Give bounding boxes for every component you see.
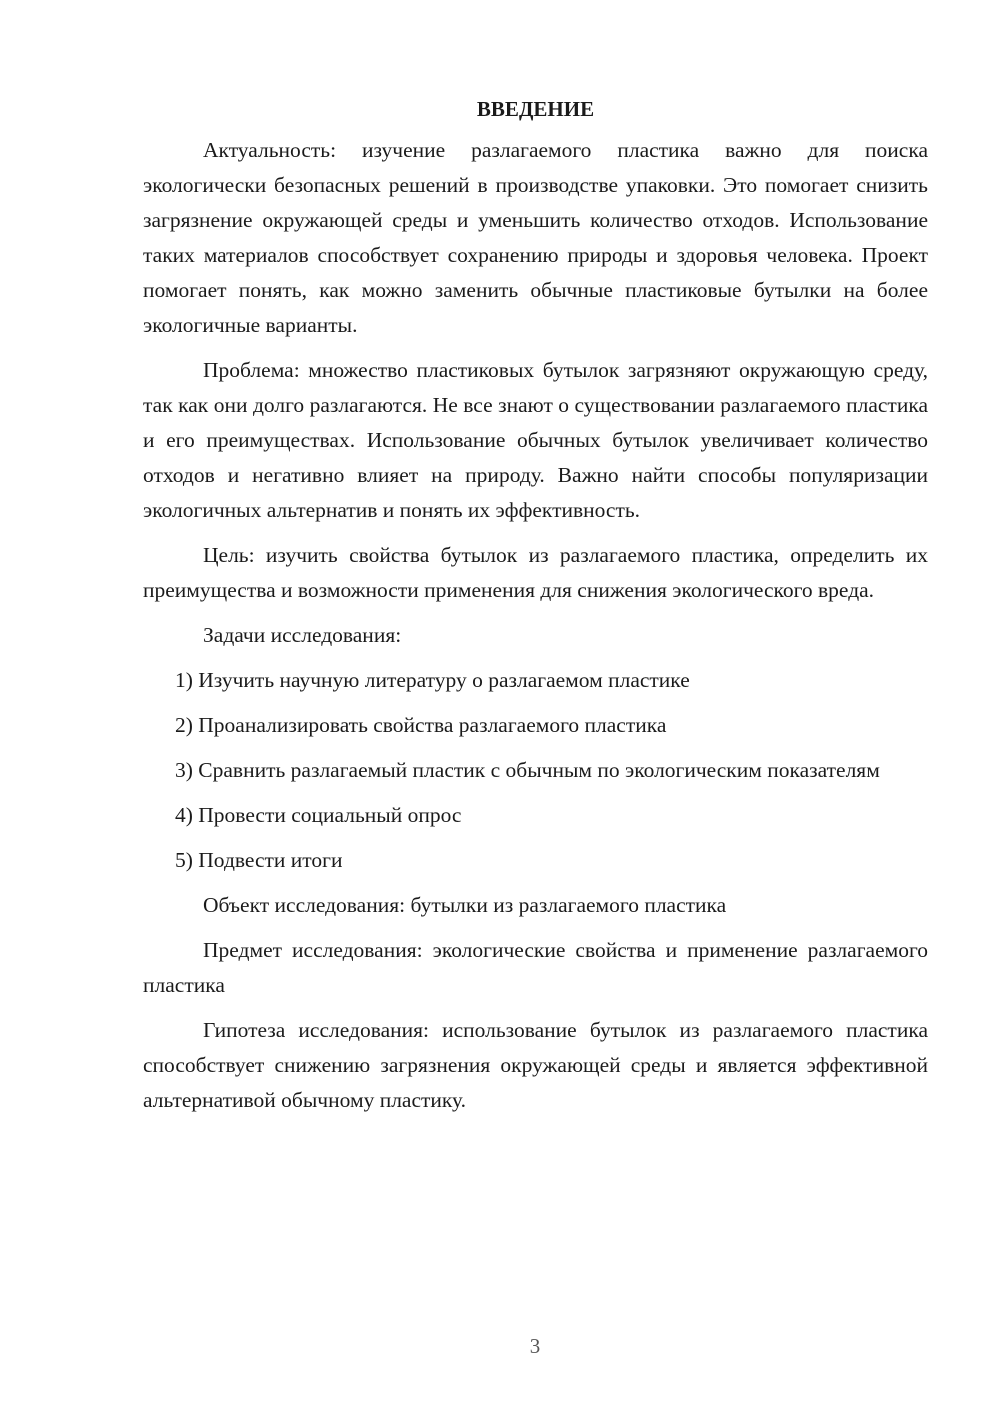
task-item-5: 5) Подвести итоги [175, 848, 343, 872]
document-page [143, 92, 928, 1128]
task-item-1: 1) Изучить научную литературу о разлагаемом пластике [175, 668, 690, 692]
problem-paragraph: Проблема: множество пластиковых бутылок загрязняют окружающую среду, так как они долго разлагаются. Не все знают о существовании разлагаемого пластика и его преимуществах. Использование обычных бутылок увеличивает количество отходов и негативно влияет на природу. Важно найти способы популяризации экологичных альтернатив и понять их эффективность. [143, 358, 928, 522]
task-item-3: 3) Сравнить разлагаемый пластик с обычным по экологическим показателям [175, 758, 880, 782]
tasks-heading: Задачи исследования: [203, 623, 402, 647]
task-item-2: 2) Проанализировать свойства разлагаемого пластика [175, 713, 667, 737]
relevance-paragraph: Актуальность: изучение разлагаемого пластика важно для поиска экологически безопасных решений в производстве упаковки. Это помогает снизить загрязнение окружающей среды и уменьшить количество отходов. Использование таких материалов способствует сохранению природы и здоровья человека. Проект помогает понять, как можно заменить обычные пластиковые бутылки на более экологичные варианты. [143, 138, 928, 337]
subject-paragraph: Предмет исследования: экологические свойства и применение разлагаемого пластика [143, 938, 928, 997]
task-item-4: 4) Провести социальный опрос [175, 803, 462, 827]
object-paragraph: Объект исследования: бутылки из разлагаемого пластика [203, 893, 727, 917]
page-number: 3 [529, 1334, 541, 1358]
goal-paragraph: Цель: изучить свойства бутылок из разлагаемого пластика, определить их преимущества и возможности применения для снижения экологического вреда. [143, 543, 928, 602]
hypothesis-paragraph: Гипотеза исследования: использование бутылок из разлагаемого пластика способствует снижению загрязнения окружающей среды и является эффективной альтернативой обычному пластику. [143, 1018, 928, 1112]
page-title: ВВЕДЕНИЕ [476, 97, 595, 121]
